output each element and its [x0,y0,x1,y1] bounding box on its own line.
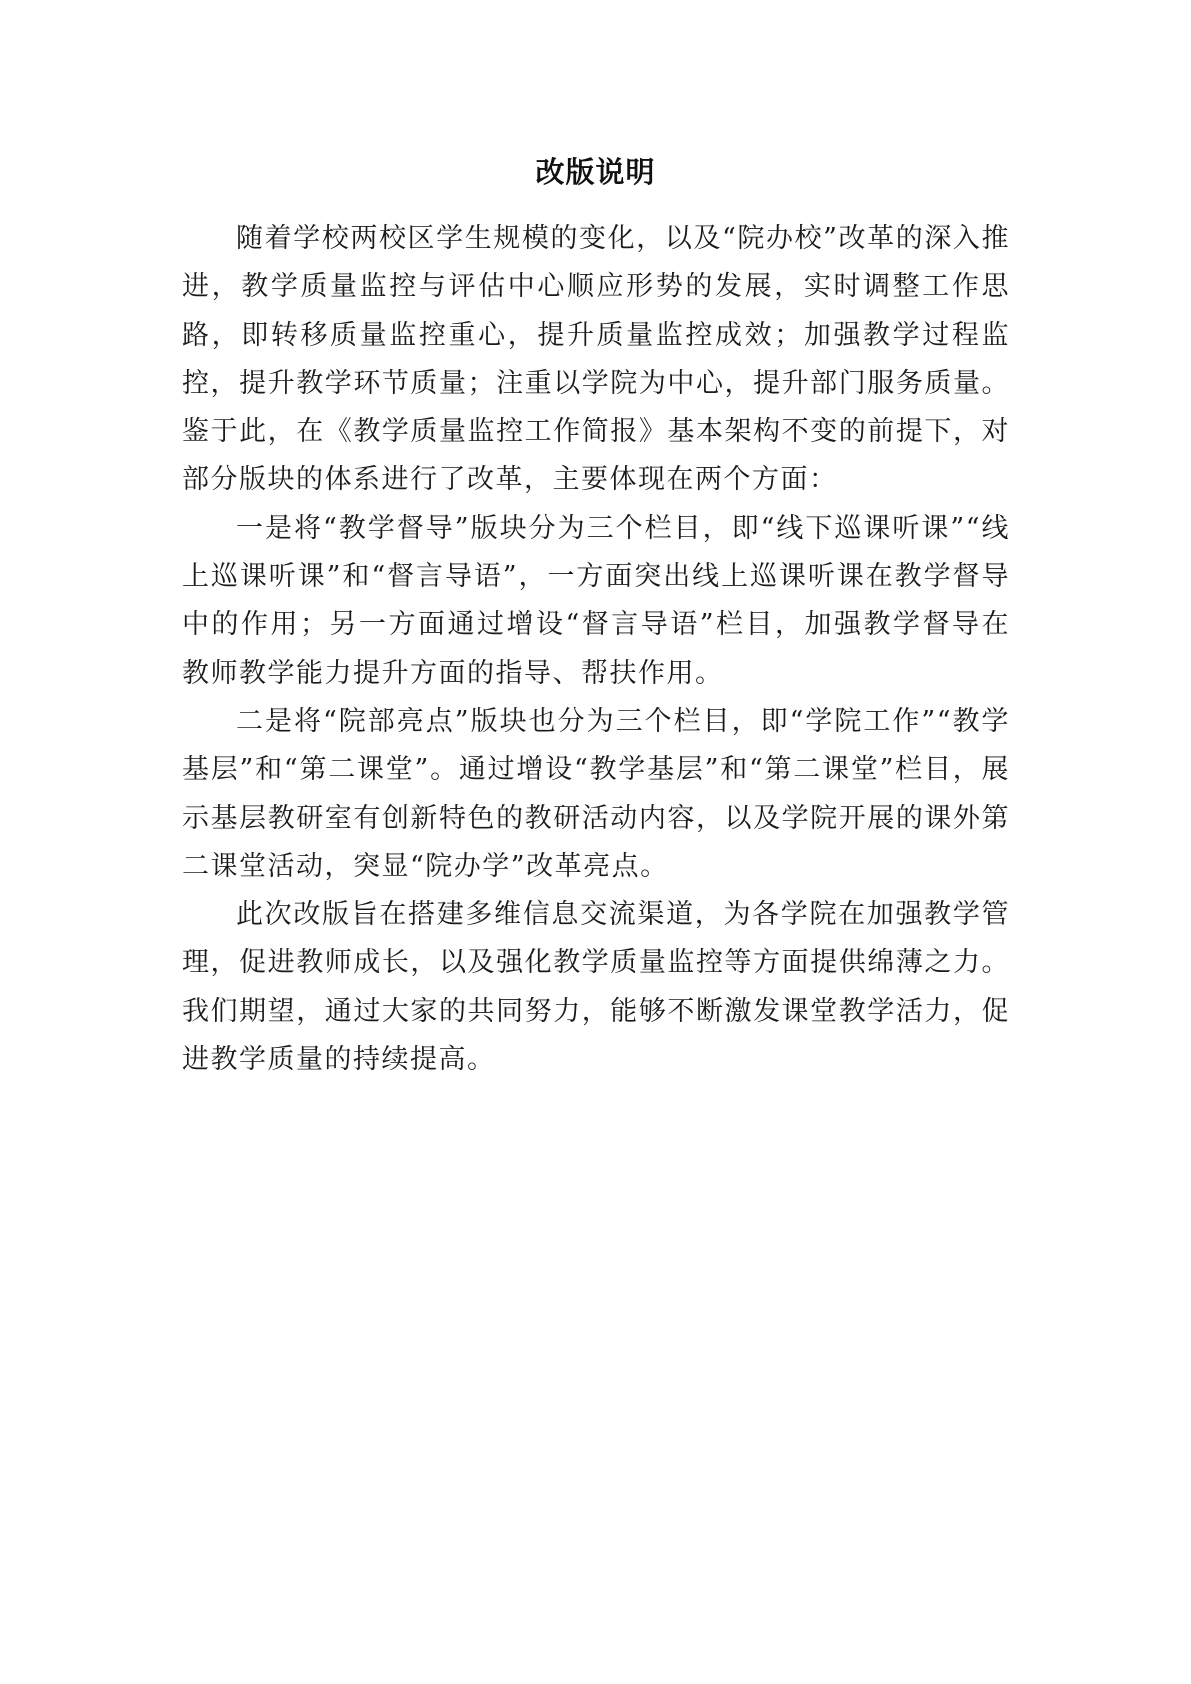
page-title: 改版说明 [535,155,656,189]
paragraph-4: 此次改版旨在搭建多维信息交流渠道，为各学院在加强教学管理，促进教师成长，以及强化教学质量监控等方面提供绵薄之力。我们期望，通过大家的共同努力，能够不断激发课堂教学活力，促进教学质量的持续提高。 [182,899,1010,1076]
document-body [182,215,1010,1084]
paragraph-2: 一是将“教学督导”版块分为三个栏目，即“线下巡课听课”“线上巡课听课”和“督言导语”，一方面突出线上巡课听课在教学督导中的作用；另一方面通过增设“督言导语”栏目，加强教学督导在教师教学能力提升方面的指导、帮扶作用。 [182,512,1010,689]
paragraph-1: 随着学校两校区学生规模的变化，以及“院办校”改革的深入推进，教学质量监控与评估中心顺应形势的发展，实时调整工作思路，即转移质量监控重心，提升质量监控成效；加强教学过程监控，提升教学环节质量；注重以学院为中心，提升部门服务质量。鉴于此，在《教学质量监控工作简报》基本架构不变的前提下，对部分版块的体系进行了改革，主要体现在两个方面： [182,223,1010,496]
paragraph-3: 二是将“院部亮点”版块也分为三个栏目，即“学院工作”“教学基层”和“第二课堂”。通过增设“教学基层”和“第二课堂”栏目，展示基层教研室有创新特色的教研活动内容，以及学院开展的课外第二课堂活动，突显“院办学”改革亮点。 [182,705,1010,882]
